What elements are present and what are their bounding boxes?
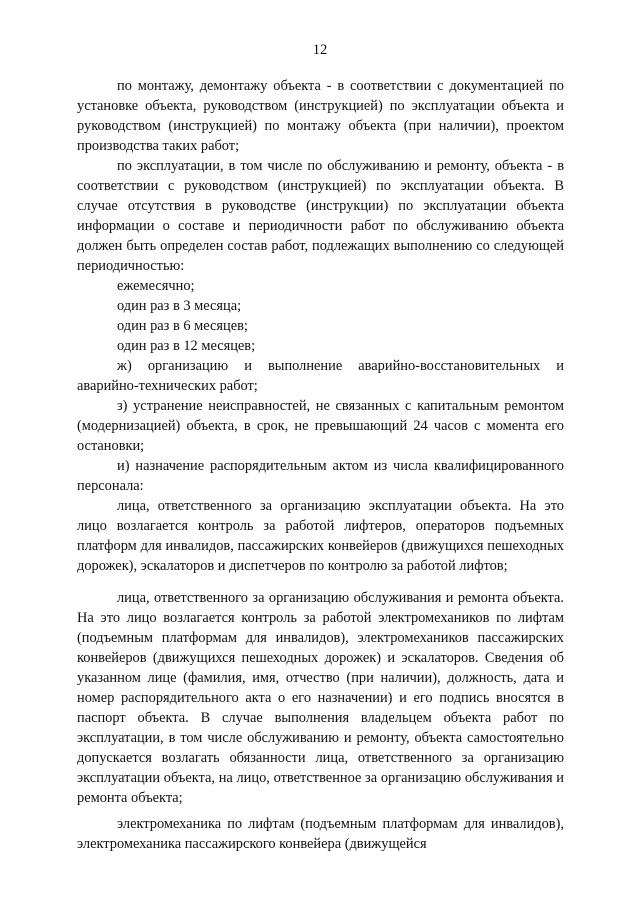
paragraph-item-zh: ж) организацию и выполнение аварийно-восстановительных и аварийно-технических работ; bbox=[77, 358, 564, 394]
list-item-3-months: один раз в 3 месяца; bbox=[117, 298, 242, 314]
page-number: 12 bbox=[312, 42, 328, 58]
paragraph-item-i: и) назначение распорядительным актом из числа квалифицированного персонала: bbox=[77, 458, 564, 494]
paragraph-item-z: з) устранение неисправностей, не связанных с капитальным ремонтом (модернизацией) объекта, в срок, не превышающий 24 часов с момента его остановки; bbox=[77, 398, 564, 454]
list-item-monthly: ежемесячно; bbox=[117, 278, 195, 294]
paragraph-operation: по эксплуатации, в том числе по обслуживанию и ремонту, объекта - в соответствии с руководством (инструкцией) по эксплуатации объекта. В случае отсутствия в руководстве (инструкции) по эксплуатации объекта информации о составе и периодичности работ по обслуживанию объекта должен быть определен состав работ, подлежащих выполнению со следующей периодичностью: bbox=[77, 158, 564, 274]
list-item-12-months: один раз в 12 месяцев; bbox=[117, 338, 256, 354]
list-item-6-months: один раз в 6 месяцев; bbox=[117, 318, 248, 334]
paragraph-maintenance-manager: лица, ответственного за организацию обслуживания и ремонта объекта. На это лицо возлагается контроль за работой электромехаников по лифтам (подъемным платформам для инвалидов), электромехаников пассажирских конвейеров (движущихся пешеходных дорожек) и эскалаторов. Сведения об указанном лице (фамилия, имя, отчество (при наличии), должность, дата и номер распорядительного акта о его назначении) и его подпись вносятся в паспорт объекта. В случае выполнения владельцем объекта работ по эксплуатации, в том числе обслуживанию и ремонту, объекта самостоятельно допускается возлагать обязанности лица, ответственного за организацию эксплуатации объекта, на лицо, ответственное за организацию обслуживания и ремонта объекта; bbox=[77, 590, 564, 806]
paragraph-installation: по монтажу, демонтажу объекта - в соответствии с документацией по установке объекта, руководством (инструкцией) по эксплуатации объекта и руководством (инструкцией) по монтажу объекта (при наличии), проектом производства таких работ; bbox=[77, 78, 564, 154]
paragraph-electromechanic: электромеханика по лифтам (подъемным платформам для инвалидов), электромеханика пассажирского конвейера (движущейся bbox=[77, 816, 564, 852]
paragraph-operation-manager: лица, ответственного за организацию эксплуатации объекта. На это лицо возлагается контроль за работой лифтеров, операторов подъемных платформ для инвалидов, пассажирских конвейеров (движущихся пешеходных дорожек), эскалаторов и диспетчеров по контролю за работой лифтов; bbox=[77, 498, 564, 574]
document-body bbox=[77, 76, 564, 854]
